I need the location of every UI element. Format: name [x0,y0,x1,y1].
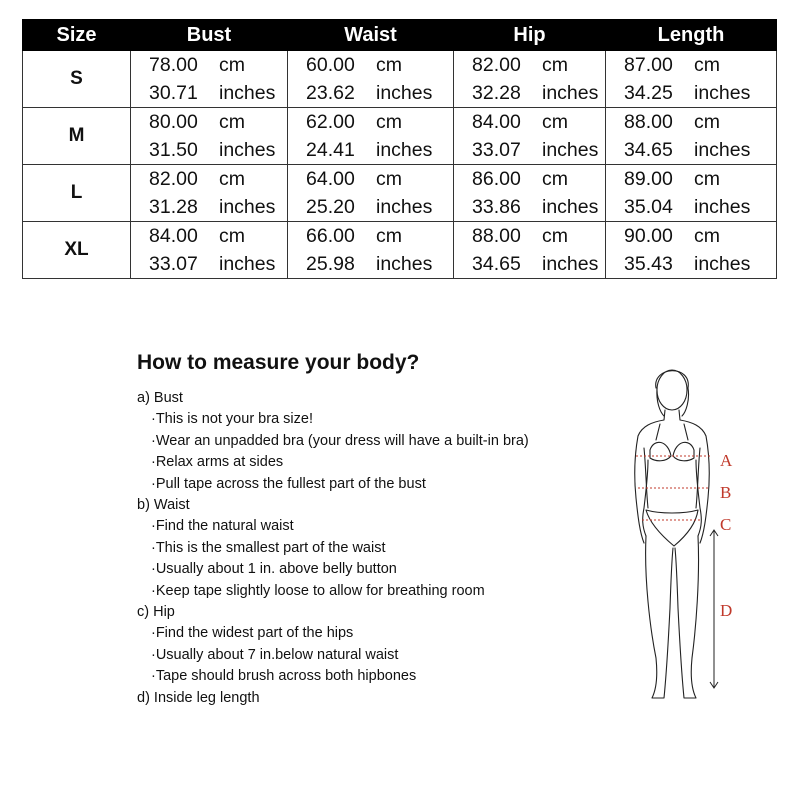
inch-unit: inches [542,139,599,161]
cm-value: 84.00 [472,111,521,133]
size-label: L [23,165,131,222]
inch-value: 34.25 [624,82,673,104]
length-cell [606,222,777,279]
inch-unit: inches [376,82,433,104]
inch-value-line [472,79,605,107]
inch-value: 33.86 [472,196,521,218]
inch-value: 35.04 [624,196,673,218]
inch-unit: inches [376,139,433,161]
inch-unit: inches [219,139,276,161]
cm-value: 64.00 [306,168,355,190]
inch-value: 30.71 [149,82,198,104]
cm-value: 86.00 [472,168,521,190]
inch-value-line [624,136,776,164]
header-length: Length [606,20,777,51]
marker-c: C [720,515,732,534]
cm-unit: cm [376,168,402,190]
inch-value: 25.98 [306,253,355,275]
inch-value: 24.41 [306,139,355,161]
cm-value-line [472,222,605,250]
inch-unit: inches [694,196,751,218]
header-bust: Bust [131,20,288,51]
cm-unit: cm [542,225,568,247]
size-chart-table [22,19,777,279]
bust-cell [131,165,288,222]
hip-cell [454,108,606,165]
inch-unit: inches [376,196,433,218]
table-header-row [23,20,777,51]
waist-cell [288,51,454,108]
inch-value-line [472,193,605,221]
hip-cell [454,51,606,108]
guide-tip: ·Find the widest part of the hips [151,625,354,642]
inch-unit: inches [542,253,599,275]
header-waist: Waist [288,20,454,51]
inch-value: 33.07 [149,253,198,275]
cm-value-line [306,51,453,79]
cm-value-line [624,165,776,193]
inch-value-line [306,193,453,221]
cm-value-line [149,108,287,136]
body-measurement-figure [616,358,746,708]
waist-cell [288,165,454,222]
guide-section-label: c) Hip [137,604,175,621]
cm-unit: cm [542,111,568,133]
guide-tip: ·Usually about 7 in.below natural waist [151,646,399,663]
cm-unit: cm [219,54,245,76]
hip-cell [454,222,606,279]
cm-value: 66.00 [306,225,355,247]
guide-tip: ·Find the natural waist [151,518,294,535]
inch-unit: inches [219,253,276,275]
inch-value: 35.43 [624,253,673,275]
guide-tip: ·Usually about 1 in. above belly button [151,561,397,578]
cm-unit: cm [542,54,568,76]
hip-cell [454,165,606,222]
inch-value-line [306,79,453,107]
cm-value-line [472,51,605,79]
table-row [23,222,777,279]
cm-value-line [149,51,287,79]
inch-value: 32.28 [472,82,521,104]
inch-value-line [624,250,776,278]
cm-value-line [624,108,776,136]
cm-unit: cm [694,54,720,76]
inch-value-line [624,193,776,221]
guide-section-label: d) Inside leg length [137,689,260,706]
marker-b: B [720,483,732,502]
inch-unit: inches [376,253,433,275]
inch-value-line [149,136,287,164]
inch-value: 31.50 [149,139,198,161]
inch-unit: inches [694,139,751,161]
cm-value: 87.00 [624,54,673,76]
cm-unit: cm [694,168,720,190]
length-cell [606,165,777,222]
cm-value-line [624,51,776,79]
inch-unit: inches [542,82,599,104]
inch-value-line [306,136,453,164]
cm-value: 89.00 [624,168,673,190]
size-label: XL [23,222,131,279]
cm-value: 88.00 [624,111,673,133]
cm-value: 84.00 [149,225,198,247]
inch-value-line [149,250,287,278]
inch-value-line [624,79,776,107]
cm-value-line [472,165,605,193]
inch-value-line [149,193,287,221]
guide-tip: ·This is not your bra size! [151,411,313,428]
cm-value-line [306,108,453,136]
cm-unit: cm [219,225,245,247]
cm-value: 90.00 [624,225,673,247]
inch-value: 33.07 [472,139,521,161]
bust-cell [131,222,288,279]
cm-value: 88.00 [472,225,521,247]
inch-value-line [472,136,605,164]
cm-value: 82.00 [472,54,521,76]
cm-value-line [306,165,453,193]
marker-a: A [720,451,733,470]
length-cell [606,51,777,108]
inch-unit: inches [219,196,276,218]
cm-unit: cm [376,111,402,133]
cm-value-line [149,222,287,250]
guide-tip: ·Relax arms at sides [151,454,284,471]
guide-section-label: a) Bust [137,390,183,406]
table-row [23,165,777,222]
cm-unit: cm [376,225,402,247]
bust-cell [131,51,288,108]
guide-tip: ·This is the smallest part of the waist [151,539,386,556]
cm-value: 60.00 [306,54,355,76]
cm-unit: cm [219,168,245,190]
cm-unit: cm [694,225,720,247]
table-row [23,51,777,108]
table-row [23,108,777,165]
inch-unit: inches [694,253,751,275]
cm-value: 80.00 [149,111,198,133]
bust-cell [131,108,288,165]
header-size: Size [23,20,131,51]
guide-section-label: b) Waist [137,497,190,514]
guide-tip: ·Wear an unpadded bra (your dress will have a built-in bra) [151,432,529,449]
cm-unit: cm [542,168,568,190]
inch-value: 34.65 [624,139,673,161]
figure-head [657,370,687,410]
length-cell [606,108,777,165]
inch-unit: inches [219,82,276,104]
waist-cell [288,222,454,279]
inch-value-line [472,250,605,278]
inch-value-line [149,79,287,107]
inch-value: 34.65 [472,253,521,275]
inch-value-line [306,250,453,278]
size-label: S [23,51,131,108]
measure-guide-list [137,388,529,709]
guide-tip: ·Pull tape across the fullest part of the bust [151,475,426,492]
guide-tip: ·Keep tape slightly loose to allow for breathing room [151,582,485,599]
inch-unit: inches [694,82,751,104]
cm-unit: cm [376,54,402,76]
inch-value: 23.62 [306,82,355,104]
guide-title: How to measure your body? [137,351,420,374]
marker-d: D [720,601,733,620]
cm-value-line [149,165,287,193]
cm-value-line [306,222,453,250]
cm-unit: cm [219,111,245,133]
cm-value: 62.00 [306,111,355,133]
inch-unit: inches [542,196,599,218]
cm-value: 82.00 [149,168,198,190]
inch-value: 25.20 [306,196,355,218]
cm-value-line [624,222,776,250]
cm-value: 78.00 [149,54,198,76]
inch-value: 31.28 [149,196,198,218]
cm-value-line [472,108,605,136]
cm-unit: cm [694,111,720,133]
size-label: M [23,108,131,165]
waist-cell [288,108,454,165]
header-hip: Hip [454,20,606,51]
guide-tip: ·Tape should brush across both hipbones [151,668,417,685]
